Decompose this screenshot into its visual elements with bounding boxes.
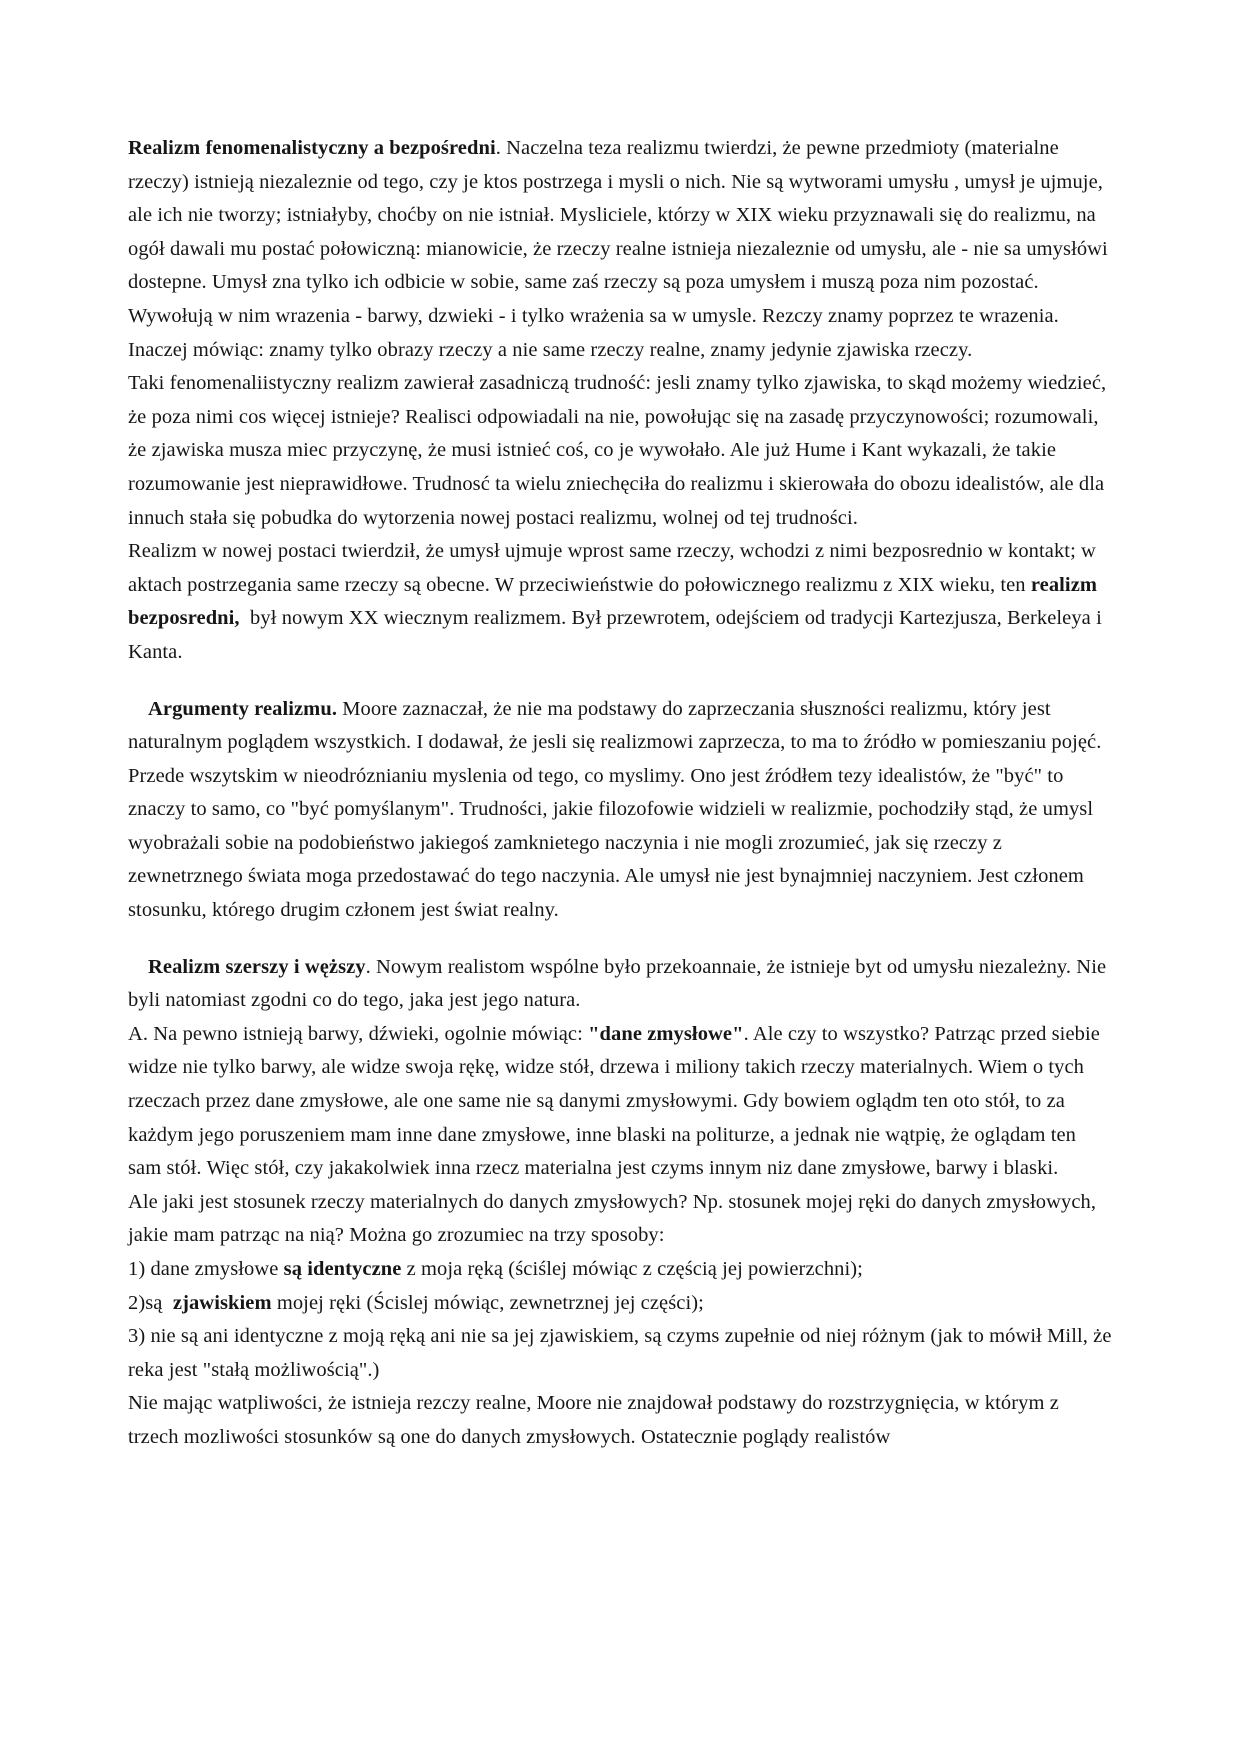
paragraph-p11 (128, 1387, 1112, 1454)
text-run: . Naczelna teza realizmu twierdzi, że pewne przedmioty (materialne rzeczy) istnieją niezaleznie od tego, czy je ktos postrzega i mysli o nich. Nie są wytworami umysłu , umysł je ujmuje, ale ich nie tworzy; istniałyby, choćby on nie istniał. Mysliciele, którzy w XIX wieku przyznawali się do realizmu, na ogół dawali mu postać połowiczną: mianowicie, że rzeczy realne istnieja niezaleznie od umysłu, ale - nie sa umysłówi dostepne. Umysł zna tylko ich odbicie w sobie, same zaś rzeczy są poza umysłem i muszą poza nim pozostać. Wywołują w nim wrazenia - barwy, dzwieki - i tylko wrażenia sa w umysle. Rezczy znamy poprzez te wrazenia. Inaczej mówiąc: znamy tylko obrazy rzeczy a nie same rzeczy realne, znamy jedynie zjawiska rzeczy. (128, 137, 1114, 361)
bold-text-run: Argumenty realizmu. (148, 697, 338, 720)
text-run: . Ale czy to wszystko? Patrząc przed siebie widze nie tylko barwy, ale widze swoja rękę, widze stół, drzewa i miliony takich rzeczy materialnych. Wiem o tych rzeczach przez dane zmysłowe, ale one same nie są danymi zmysłowymi. Gdy bowiem oglądm ten oto stół, to za każdym jego poruszeniem mam inne dane zmysłowe, inne blaski na politurze, a jednak nie wątpię, że oglądam ten sam stół. Więc stół, czy jakakolwiek inna rzecz materialna jest czyms innym niz dane zmysłowe, barwy i blaski. (128, 1022, 1106, 1180)
text-run: Moore zaznaczał, że nie ma podstawy do zaprzeczania słuszności realizmu, który jest naturalnym poglądem wszystkich. I dodawał, że jesli się realizmowi zaprzecza, to ma to źródło w pomieszaniu pojęć. Przede wszytskim w nieodróznianiu myslenia od tego, co myslimy. Ono jest źródłem tezy idealistów, że "być" to znaczy to samo, co "być pomyślanym". Trudności, jakie filozofowie widzieli w realizmie, pochodziły stąd, że umysl wyobrażali sobie na podobieństwo jakiegoś zamknietego naczynia i nie mogli zrozumieć, jak się rzeczy z zewnetrznego świata moga przedostawać do tego naczynia. Ale umysł nie jest bynajmniej naczyniem. Jest członem stosunku, którego drugim członem jest świat realny. (128, 697, 1107, 922)
bold-text-run: zjawiskiem (167, 1291, 272, 1314)
paragraph-p8 (128, 1253, 1112, 1287)
paragraph-p10 (128, 1320, 1117, 1387)
bold-text-run: realizm bezposredni, (128, 573, 1103, 630)
paragraph-p3 (128, 535, 1112, 669)
text-run: Realizm w nowej postaci twierdził, że umysł ujmuje wprost same rzeczy, wchodzi z nimi bezposrednio w kontakt; w aktach postrzegania same rzeczy są obecne. W przeciwieństwie do połowicznego realizmu z XIX wieku, ten (128, 540, 1102, 596)
text-run: 3) nie są ani identyczne z moją ręką ani nie sa jej zjawiskiem, są czyms zupełnie od niej różnym (jak to mówił Mill, że reka jest "stałą możliwością".) (128, 1325, 1117, 1381)
text-run: był nowym XX wiecznym realizmem. Był przewrotem, odejściem od tradycji Kartezjusza, Berkeleya i Kanta. (128, 607, 1108, 663)
paragraph-p6 (128, 1018, 1112, 1186)
bold-text-run: "dane zmysłowe" (588, 1022, 744, 1045)
bold-text-run: są identyczne (283, 1258, 402, 1280)
paragraph-p7 (128, 1186, 1112, 1253)
paragraph-p5 (128, 951, 1112, 1018)
text-run: mojej ręki (Ścislej mówiąc, zewnetrznej jej części); (271, 1291, 704, 1314)
text-run: Nie mając watpliwości, że istnieja rezczy realne, Moore nie znajdował podstawy do rozstrzygnięcia, w którym z trzech mozliwości stosunków są one do danych zmysłowych. Ostatecznie poglądy realistów (128, 1392, 1065, 1448)
text-run: 2)są (128, 1291, 168, 1314)
document-text-body (128, 132, 1117, 1455)
text-run: Taki fenomenaliistyczny realizm zawierał zasadniczą trudność: jesli znamy tylko zjawiska, to skąd możemy wiedzieć, że poza nimi cos więcej istnieje? Realisci odpowiadali na nie, powołując się na zasadę przyczynowości; rozumowali, że zjawiska musza miec przyczynę, że musi istnieć coś, co je wywołało. Ale już Hume i Kant wykazali, że takie rozumowanie jest nieprawidłowe. Trudnosć ta wielu zniechęciła do realizmu i skierowała do obozu idealistów, ale dla innuch stała się pobudka do wytorzenia nowej postaci realizmu, wolnej od tej trudności. (128, 372, 1112, 529)
text-run: z moja ręką (ściślej mówiąc z częścią jej powierzchni); (401, 1258, 863, 1280)
bold-text-run: Realizm fenomenalistyczny a bezpośredni (128, 137, 496, 159)
text-run: 1) dane zmysłowe (128, 1258, 284, 1280)
text-run: Ale jaki jest stosunek rzeczy materialnych do danych zmysłowych? Np. stosunek mojej ręki do danych zmysłowych, jakie mam patrząc na nią? Można go zrozumiec na trzy sposoby: (128, 1190, 1102, 1247)
paragraph-p1 (128, 132, 1112, 367)
text-run: A. Na pewno istnieją barwy, dźwieki, ogolnie mówiąc: (128, 1022, 589, 1045)
paragraph-p2 (128, 367, 1112, 535)
text-run: . Nowym realistom wspólne było przekoannaie, że istnieje byt od umysłu niezależny. Nie byli natomiast zgodni co do tego, jaka jest jego natura. (128, 955, 1112, 1012)
paragraph-p4 (128, 693, 1112, 928)
bold-text-run: Realizm szerszy i węższy (148, 955, 366, 978)
paragraph-p9 (128, 1287, 1112, 1321)
